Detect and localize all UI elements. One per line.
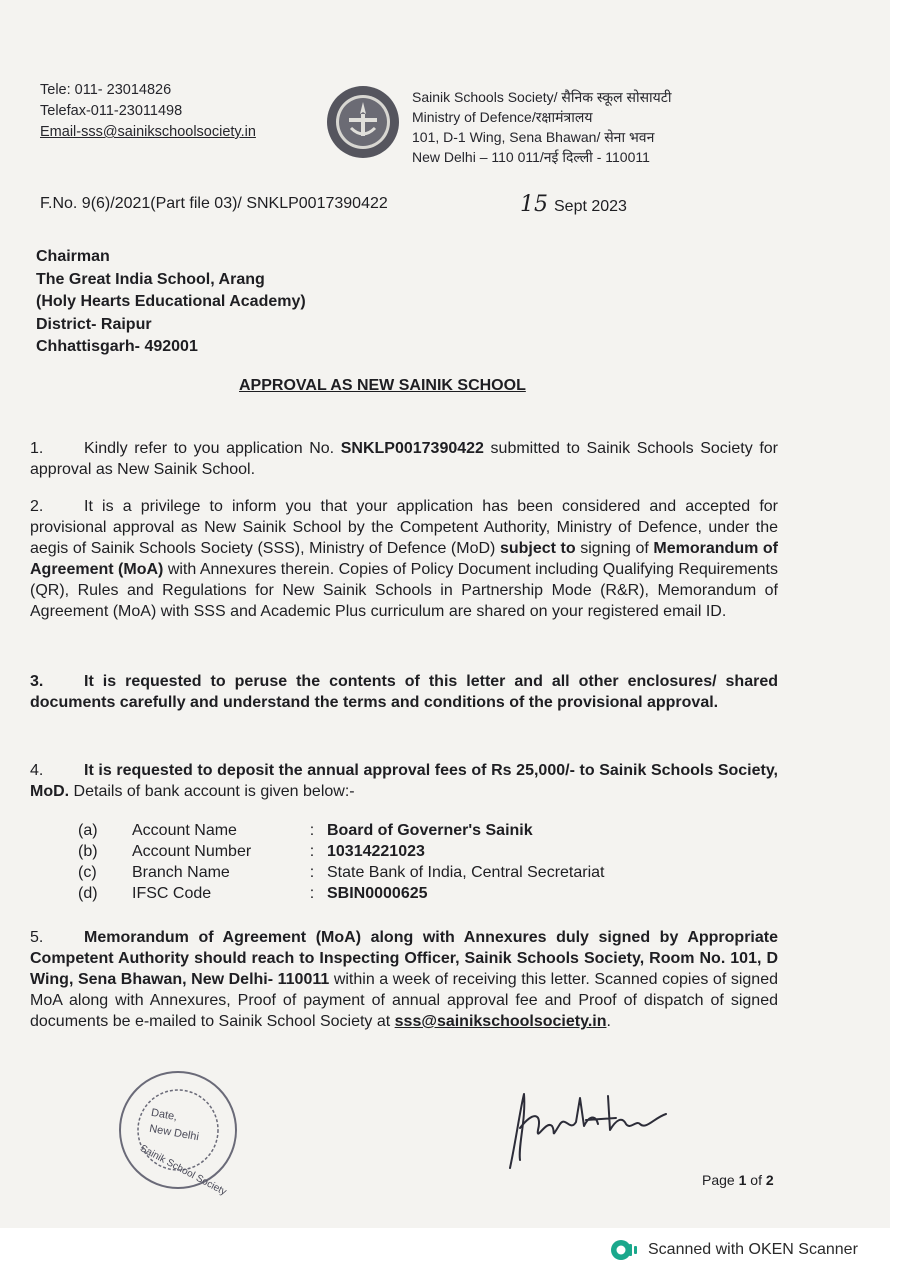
paragraph-1 xyxy=(30,438,778,480)
bank-row xyxy=(78,841,604,862)
scanner-watermark xyxy=(610,1238,858,1262)
bank-row-value: State Bank of India, Central Secretariat xyxy=(327,864,605,881)
application-number: SNKLP0017390422 xyxy=(340,440,484,457)
bank-row-separator: : xyxy=(309,843,315,860)
paragraph-text-bold: subject to xyxy=(499,540,576,557)
paragraph-number: 5. xyxy=(30,929,44,946)
subject-heading: APPROVAL AS NEW SAINIK SCHOOL xyxy=(239,377,526,394)
letter-date xyxy=(520,192,627,217)
bank-row-label: Branch Name xyxy=(132,864,230,881)
organisation-block xyxy=(412,87,671,167)
bank-details xyxy=(78,820,604,904)
bank-row-index: (a) xyxy=(78,822,98,839)
addressee-line: The Great India School, Arang xyxy=(36,270,265,288)
paragraph-number: 1. xyxy=(30,440,44,457)
bank-details-table xyxy=(78,820,604,904)
org-city: New Delhi – 110 011/नई दिल्ली - 110011 xyxy=(412,149,650,165)
paragraph-text: signing of xyxy=(575,540,654,557)
bank-row xyxy=(78,862,604,883)
page-number xyxy=(702,1172,774,1188)
page-label: Page xyxy=(702,1172,739,1188)
paragraph-number: 4. xyxy=(30,762,44,779)
paragraph-text-bold: It is requested to deposit the annual approval fees of Rs 25,000/- to Sainik Schools Society, MoD. xyxy=(30,762,778,800)
bank-row xyxy=(78,820,604,841)
telefax: Telefax-011-23011498 xyxy=(40,103,183,119)
paragraph-4 xyxy=(30,760,778,802)
email-address: Email-sss@sainikschoolsociety.in xyxy=(40,124,256,140)
telephone: Tele: 011- 23014826 xyxy=(40,82,172,98)
date-day-handwritten: 15 xyxy=(520,192,548,217)
scanner-watermark-text: Scanned with OKEN Scanner xyxy=(648,1241,858,1258)
addressee-line: Chhattisgarh- 492001 xyxy=(36,338,198,355)
paragraph-text-bold: Memorandum of Agreement (MoA) xyxy=(30,540,778,578)
bank-row-separator: : xyxy=(309,885,315,902)
stamp-ring-text: Sainik School Society xyxy=(138,1143,229,1198)
paragraph-text: Kindly refer to you application No. xyxy=(84,440,341,457)
paragraph-2 xyxy=(30,496,778,622)
addressee-block xyxy=(36,246,306,359)
bank-row-index: (c) xyxy=(78,864,97,881)
bank-row-index: (d) xyxy=(78,885,98,902)
paragraph-text: . xyxy=(606,1013,611,1030)
bank-row-separator: : xyxy=(309,822,315,839)
page-total: 2 xyxy=(765,1172,774,1188)
contact-block xyxy=(40,80,256,143)
paragraph-text-bold: Memorandum of Agreement (MoA) along with Annexures duly signed by Appropriate Competent Authority should reach to Inspecting Officer, Sainik Schools Society, Room No. 101, D Wing, Sena Bhawan, New Delhi- 110011 xyxy=(30,929,778,988)
paragraph-number: 3. xyxy=(30,673,44,690)
paragraph-text: within a week of receiving this letter. Scanned copies of signed MoA along with Annexures, Proof of payment of annual approval fee and Proof of dispatch of signed documents be e-mailed to Sainik School Society at xyxy=(30,971,778,1030)
page-current: 1 xyxy=(738,1172,747,1188)
bank-row-index: (b) xyxy=(78,843,98,860)
paragraph-5 xyxy=(30,927,778,1032)
page-of: of xyxy=(746,1172,766,1188)
email-link[interactable]: sss@sainikschoolsociety.in xyxy=(394,1013,607,1030)
stamp-date-label: Date, xyxy=(150,1106,179,1124)
org-name: Sainik Schools Society/ सैनिक स्कूल सोसायटी xyxy=(412,89,672,105)
bank-row-label: IFSC Code xyxy=(132,885,212,902)
bank-row-separator: : xyxy=(309,864,315,881)
paragraph-text: with Annexures therein. Copies of Policy Document including Qualifying Requirements (QR), Rules and Regulations for New Sainik Schools in Partnership Mode (R&R), Memorandum of Agreement (MoA) with SSS and Academic Plus curriculum are shared on your registered email ID. xyxy=(30,561,778,620)
bank-row-value: 10314221023 xyxy=(327,843,425,860)
emblem-icon xyxy=(325,84,401,160)
paragraph-3 xyxy=(30,671,778,713)
org-ministry: Ministry of Defence/रक्षामंत्रालय xyxy=(412,109,593,125)
bank-row-label: Account Name xyxy=(132,822,237,839)
bank-row xyxy=(78,883,604,904)
stamp-seal xyxy=(113,1065,243,1198)
date-month-year: Sept 2023 xyxy=(554,198,627,215)
stamp-place: New Delhi xyxy=(148,1122,200,1144)
org-address: 101, D-1 Wing, Sena Bhawan/ सेना भवन xyxy=(412,129,655,145)
paragraph-text: It is a privilege to inform you that your application has been considered and accepted for provisional approval as New Sainik School by the Competent Authority, Ministry of Defence, under the aegis of Sainik Schools Society (SSS), Ministry of Defence (MoD) xyxy=(30,498,778,557)
bank-row-value: SBIN0000625 xyxy=(327,885,428,902)
paragraph-text: Details of bank account is given below:- xyxy=(69,783,355,800)
addressee-line: Chairman xyxy=(36,248,110,265)
paragraph-text: It is requested to peruse the contents of this letter and all other enclosures/ shared documents carefully and understand the terms and conditions of the provisional approval. xyxy=(30,673,778,711)
addressee-line: District- Raipur xyxy=(36,315,152,333)
scanner-logo-icon xyxy=(610,1238,640,1262)
bank-row-value: Board of Governer's Sainik xyxy=(327,822,533,839)
paragraph-number: 2. xyxy=(30,498,44,515)
signature xyxy=(490,1080,670,1175)
file-number: F.No. 9(6)/2021(Part file 03)/ SNKLP0017390422 xyxy=(40,195,388,212)
bank-row-label: Account Number xyxy=(132,843,252,860)
addressee-line: (Holy Hearts Educational Academy) xyxy=(36,293,306,310)
paragraph-text: submitted to Sainik Schools Society for approval as New Sainik School. xyxy=(30,440,778,478)
